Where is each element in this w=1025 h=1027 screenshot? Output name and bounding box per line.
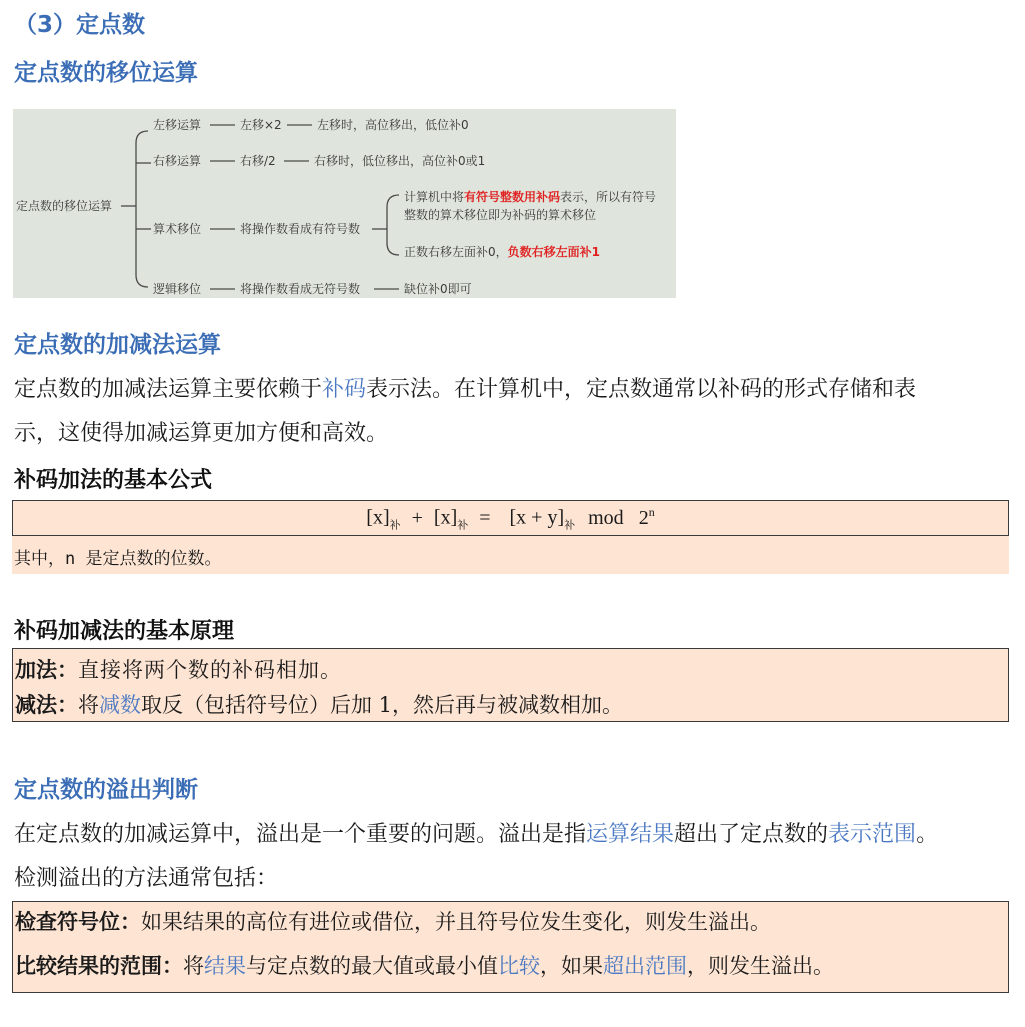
- principle-box: [12, 648, 1009, 722]
- formula: $[x]_补 + [x]_补 = [x + y]_补$ mod 2$^n$: [366, 505, 655, 532]
- mindmap-arith-step: 将操作数看成有符号数: [240, 222, 361, 236]
- mindmap-svg: [13, 109, 676, 298]
- overflow-heading: 定点数的溢出判断: [14, 777, 198, 803]
- mindmap-arith-note2: 正数右移左面补0，负数右移左面补1: [404, 245, 600, 259]
- link-compare[interactable]: 比较: [498, 954, 540, 978]
- addsub-paragraph: 定点数的加减法运算主要依赖于补码表示法。在计算机中，定点数通常以补码的形式存储和表 示，这使得加减运算更加方便和高效。: [14, 377, 917, 446]
- mindmap-arith-label: 算术移位: [153, 222, 202, 236]
- mindmap-right-step: 右移/2: [240, 154, 276, 168]
- mindmap-root: 定点数的移位运算: [16, 199, 113, 213]
- mindmap-left-desc: 左移时，高位移出，低位补0: [317, 118, 469, 132]
- method-sign-bit: 检查符号位：如果结果的高位有进位或借位，并且符号位发生变化，则发生溢出。: [15, 909, 771, 934]
- shift-mindmap: [13, 109, 676, 298]
- mindmap-logic-label: 逻辑移位: [153, 282, 202, 296]
- method-range: 比较结果的范围：将结果与定点数的最大值或最小值比较，如果超出范围，则发生溢出。: [15, 953, 834, 978]
- link-subtrahend[interactable]: 减数: [99, 693, 141, 717]
- link-range[interactable]: 表示范围: [828, 822, 917, 847]
- formula-note-box: [12, 536, 1009, 574]
- formula-box: [12, 500, 1009, 536]
- link-complement[interactable]: 补码: [322, 377, 367, 402]
- principle-add: 加法：直接将两个数的补码相加。: [15, 657, 342, 682]
- principle-heading: 补码加减法的基本原理: [14, 619, 235, 644]
- addsub-heading: 定点数的加减法运算: [14, 332, 221, 358]
- mindmap-left-label: 左移运算: [153, 118, 202, 132]
- mindmap-arith-note1-line2: 整数的算术移位即为补码的算术移位: [404, 208, 597, 222]
- link-result-2[interactable]: 结果: [204, 954, 246, 978]
- overflow-paragraph: 在定点数的加减运算中，溢出是一个重要的问题。溢出是指运算结果超出了定点数的表示范围。 检测溢出的方法通常包括：: [14, 822, 939, 891]
- mindmap-logic-desc: 缺位补0即可: [404, 282, 472, 296]
- mindmap-right-desc: 右移时，低位移出，高位补0或1: [314, 154, 486, 168]
- mindmap-right-label: 右移运算: [153, 154, 202, 168]
- mindmap-left-step: 左移×2: [240, 118, 282, 132]
- principle-sub: 减法：将减数取反（包括符号位）后加 1，然后再与被减数相加。: [15, 692, 624, 717]
- link-result[interactable]: 运算结果: [586, 822, 675, 847]
- shift-heading: 定点数的移位运算: [14, 60, 198, 86]
- link-out-of-range[interactable]: 超出范围: [603, 954, 687, 978]
- formula-note: 其中，n 是定点数的位数。: [14, 549, 222, 569]
- overflow-methods-box: [12, 901, 1009, 993]
- formula-heading: 补码加法的基本公式: [14, 468, 213, 493]
- mindmap-arith-note1: 计算机中将有符号整数用补码表示，所以有符号: [404, 190, 657, 204]
- mindmap-logic-step: 将操作数看成无符号数: [240, 282, 361, 296]
- section-title: （3）定点数: [14, 12, 146, 38]
